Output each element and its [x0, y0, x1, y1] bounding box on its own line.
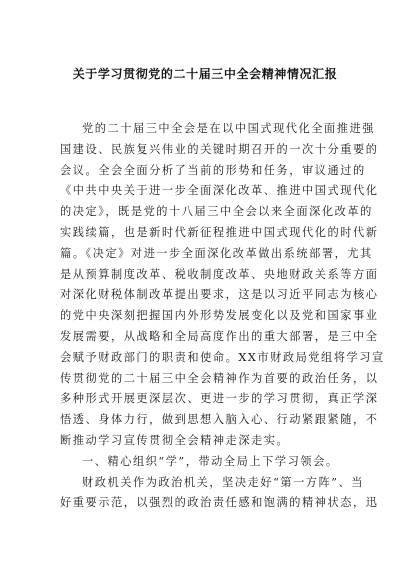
body-line: 是从预算制度改革、税收制度改革、央地财政关系等方面 — [60, 267, 379, 281]
body-line: 实践续篇，也是新时代新征程推进中国式现代化的时代新 — [60, 225, 379, 239]
body-line: 财政机关作为政治机关，坚决走好“第一方阵”、当 — [82, 475, 365, 489]
body-line: 发展需要，从战略和全局高度作出的重大部署，是三中全 — [60, 329, 379, 343]
body-line: 篇。《决定》对进一步全面深化改革做出系统部署，尤其 — [60, 246, 373, 260]
body-line: 传贯彻党的二十届三中全会精神作为首要的政治任务，以 — [60, 371, 379, 385]
body-line: 悟透、身体力行，做到思想入脑入心、行动紧跟紧随，不 — [60, 413, 379, 427]
document-body — [60, 119, 385, 514]
body-line: 的决定》，既是党的十八届三中全会以来全面深化改革的 — [60, 205, 373, 219]
body-line: 多种形式开展更深层次、更进一步的学习贯彻，真正学深 — [60, 392, 379, 406]
body-line: 《中共中央关于进一步全面深化改革、推进中国式现代化 — [60, 184, 379, 198]
section-heading: 一、精心组织“学”，带动全局上下学习领会。 — [82, 454, 339, 468]
body-line: 国建设、民族复兴伟业的关键时期召开的一次十分重要的 — [60, 142, 379, 156]
body-line: 断推动学习宣传贯彻全会精神走深走实。 — [60, 433, 290, 447]
document-title: 关于学习贯彻党的二十届三中全会精神情况汇报 — [72, 67, 338, 81]
body-line: 对深化财税体制改革提出要求，这是以习近平同志为核心 — [60, 288, 379, 302]
body-line: 党的二十届三中全会是在以中国式现代化全面推进强 — [82, 122, 375, 135]
body-line: 会议。全会全面分析了当前的形势和任务，审议通过的 — [60, 163, 366, 177]
body-line: 好重要示范，以强烈的政治责任感和饱满的精神状态，迅 — [60, 496, 379, 510]
body-line: 的党中央深刻把握国内外形势发展变化以及党和国家事业 — [60, 309, 379, 323]
body-line: 会赋予财政部门的职责和使命。XX市财政局党组将学习宣 — [60, 350, 385, 364]
